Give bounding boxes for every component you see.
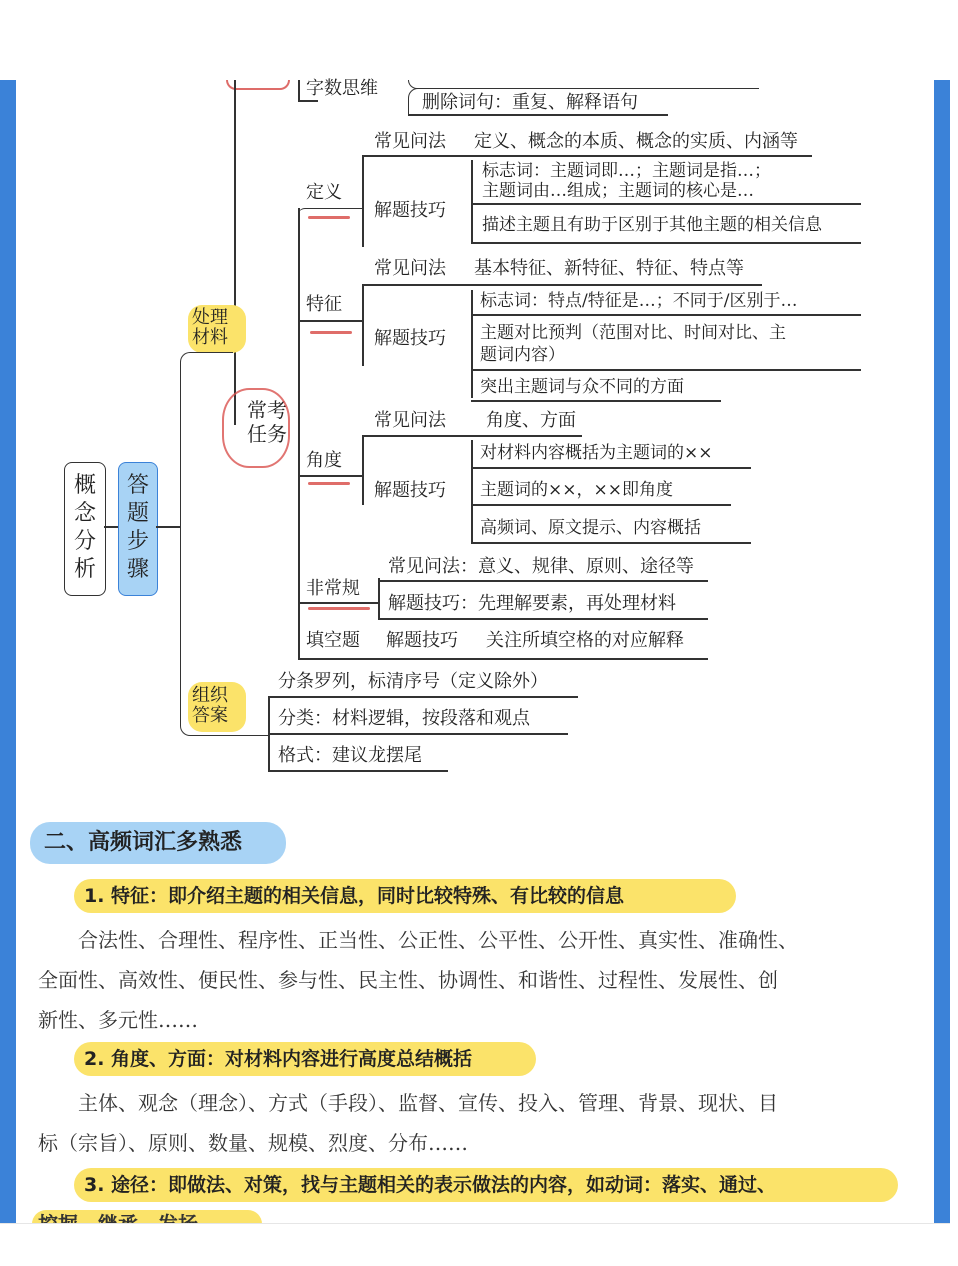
- angle-tip3: 高频词、原文提示、内容概括: [480, 518, 701, 538]
- steps-label: 答题步骤: [126, 473, 149, 582]
- organize-item-3: 格式：建议龙摆尾: [278, 745, 422, 766]
- angle-tip1: 对材料内容概括为主题词的××: [480, 443, 713, 463]
- def-tip1b: 主题词由…组成；主题词的核心是…: [482, 181, 754, 201]
- process-label: 处理材料: [192, 307, 228, 348]
- blank-label: 填空题: [306, 630, 360, 651]
- para-2-line-2: 标（宗旨）、原则、数量、规模、烈度、分布……: [38, 1131, 468, 1155]
- top-item: 删除词句：重复、解释语句: [422, 92, 638, 113]
- heading-1: 1. 特征：即介绍主题的相关信息，同时比较特殊、有比较的信息: [74, 879, 736, 913]
- section-title: 二、高频词汇多熟悉: [30, 822, 286, 864]
- root-label: 概念分析: [73, 473, 96, 582]
- angle-tip-label: 解题技巧: [374, 480, 446, 501]
- blank-tip-label: 解题技巧: [386, 630, 458, 651]
- def-ask-label: 常见问法: [374, 131, 446, 152]
- word-count-label: 字数思维: [306, 78, 378, 99]
- heading-2: 2. 角度、方面：对材料内容进行高度总结概括: [74, 1042, 536, 1076]
- para-1-line-1: 合法性、合理性、程序性、正当性、公正性、公平性、公开性、真实性、准确性、: [78, 928, 798, 952]
- unusual-ask: 常见问法：意义、规律、原则、途径等: [388, 556, 694, 577]
- feat-label: 特征: [306, 294, 342, 315]
- def-tip-label: 解题技巧: [374, 200, 446, 221]
- feat-tip1: 标志词：特点/特征是…；不同于/区别于…: [480, 291, 798, 311]
- para-1-line-2: 全面性、高效性、便民性、参与性、民主性、协调性、和谐性、过程性、发展性、创: [38, 968, 778, 992]
- bottom-strip: [0, 1223, 950, 1266]
- unusual-tip: 解题技巧：先理解要素，再处理材料: [388, 593, 676, 614]
- red-annotation: [226, 80, 290, 90]
- def-label: 定义: [306, 182, 342, 203]
- organize-item-1: 分条罗列，标清序号（定义除外）: [278, 671, 548, 692]
- blank-tip: 关注所填空格的对应解释: [486, 630, 684, 651]
- heading-3: 3. 途径：即做法、对策，找与主题相关的表示做法的内容，如动词：落实、通过、: [74, 1168, 898, 1202]
- def-tip1a: 标志词：主题词即…；主题词是指…；: [482, 161, 771, 181]
- unusual-label: 非常规: [306, 578, 360, 599]
- feat-ask: 基本特征、新特征、特征、特点等: [474, 258, 744, 279]
- tasks-label: 常考任务: [247, 398, 287, 446]
- document-page: [16, 80, 934, 1223]
- feat-tip2b: 题词内容）: [480, 345, 565, 365]
- angle-tip2: 主题词的××，××即角度: [480, 480, 673, 500]
- para-2-line-1: 主体、观念（理念）、方式（手段）、监督、宣传、投入、管理、背景、现状、目: [78, 1091, 778, 1115]
- feat-tip3: 突出主题词与众不同的方面: [480, 377, 684, 397]
- def-ask: 定义、概念的本质、概念的实质、内涵等: [474, 131, 798, 152]
- organize-item-2: 分类：材料逻辑，按段落和观点: [278, 708, 530, 729]
- feat-tip-label: 解题技巧: [374, 328, 446, 349]
- angle-label: 角度: [306, 450, 342, 471]
- para-1-line-3: 新性、多元性……: [38, 1008, 198, 1032]
- angle-ask-label: 常见问法: [374, 410, 446, 431]
- feat-tip2a: 主题对比预判（范围对比、时间对比、主: [480, 323, 786, 343]
- organize-label: 组织答案: [192, 685, 228, 726]
- angle-ask: 角度、方面: [486, 410, 576, 431]
- feat-ask-label: 常见问法: [374, 258, 446, 279]
- def-tip2: 描述主题且有助于区别于其他主题的相关信息: [482, 215, 822, 235]
